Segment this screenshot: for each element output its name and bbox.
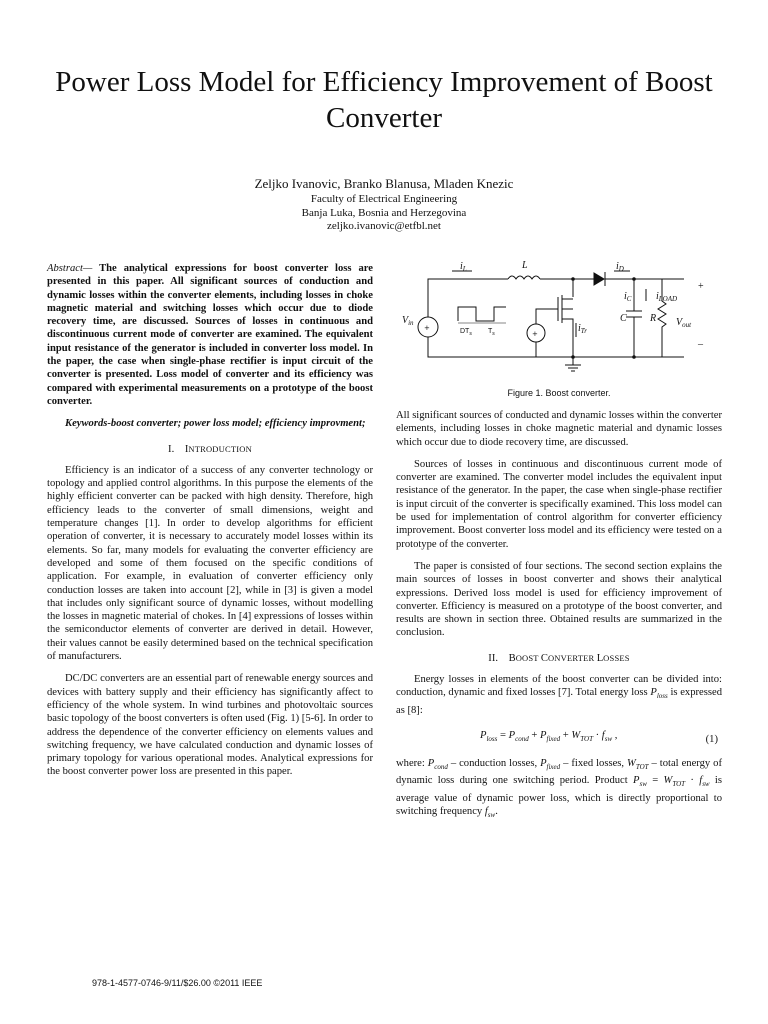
- keywords: Keywords-boost converter; power loss model; efficiency improvment;: [65, 418, 366, 430]
- section-heading-boost-converter-losses: II. BOOST CONVERTER LOSSES: [488, 652, 630, 664]
- svg-text:+: +: [424, 324, 430, 332]
- svg-text:+: +: [532, 330, 538, 338]
- affiliation: [140, 193, 628, 234]
- equation-expression: $P_{loss} = P_{cond} + P_{fixed} + W_{TOT} \cdot f_{sw}$ ,: [480, 730, 618, 744]
- label-resistor: R: [650, 313, 657, 324]
- label-id: $i_D$: [616, 261, 624, 273]
- label-il: $i_L$: [460, 261, 467, 273]
- affiliation-dept: Faculty of Electrical Engineering: [310, 193, 458, 205]
- right-paragraph-1: All significant sources of conducted and dynamic losses within the converter elements, including losses in choke magnetic material and dynamic losses which occur due to diode recovery time, are discussed.: [396, 410, 722, 448]
- label-itr: $i_{Tr}$: [578, 323, 588, 335]
- label-dts: $DT_s$: [460, 328, 472, 337]
- equation-number: (1): [705, 734, 718, 746]
- paper-title: Power Loss Model for Efficiency Improvement of Boost Converter: [55, 66, 713, 134]
- boost-converter-schematic: [398, 257, 720, 377]
- affiliation-place: Banja Luka, Bosnia and Herzegovina: [301, 206, 467, 219]
- label-iload: $i_{LOAD}$: [656, 291, 678, 303]
- left-column: [47, 262, 373, 779]
- label-ic: $i_C$: [624, 291, 632, 303]
- footer-copyright: 978-1-4577-0746-9/11/$26.00 ©2011 IEEE: [92, 978, 263, 988]
- equation-1: [396, 723, 722, 757]
- authors: Zeljko Ivanovic, Branko Blanusa, Mladen Knezic: [254, 176, 514, 191]
- abstract-label: Abstract—: [47, 263, 93, 274]
- intro-paragraph-1: Efficiency is an indicator of a success of any converter technology or topology and applied control algorithms. In this purpose the elements of the highly efficient converter can be packed with high density. Therefore, high efficiency leads to the converter of small dimensions, weight and temperature changes [1]. In order to develop algorithms for efficient operation of converter, it is necessary to accurately model losses within its elements. So far, many models for evaluating the converter efficiency are developed and some of them focused on the specific conditions of application. For example, in evaluation of converter efficiency only conduction losses are taken into account [2], while in [3] is given a model that includes only significant source of dynamic losses, without modelling the losses in magnetic material of chokes. In [4] expressions of losses within the semiconductor elements of converter are derived in detail. However, their values cannot be easily determined based on the technical specification of manufacturers.: [47, 464, 373, 663]
- section2-where: where: $P_{cond}$ – conduction losses, $P_{fixed}$ – fixed losses, $W_{TOT}$ – total energy of dynamic loss during one switching period. Product $P_{sw} = W_{TOT} \cdot f_{sw}$ is average value of dynamic power loss, which is directly proportional to switching frequency $f_{sw}$.: [396, 758, 722, 820]
- right-paragraph-2: Sources of losses in continuous and discontinuous current mode of converter are examined. The converter model includes the equivalent input resistance of the generator. In the paper, the case when single-phase rectifier is input circuit of the converter is specifically examined. This loss model can be used for implementation of control algorithm for converter efficiency improvement. Boost converter loss model and its efficiency were tested on a prototype of the converter.: [396, 458, 722, 550]
- label-capacitor: C: [620, 313, 627, 324]
- right-column: [396, 409, 722, 823]
- section2-paragraph-1: Energy losses in elements of the boost converter can be divided into: conduction, dynamic and fixed losses [7]. Total energy loss $P_{loss}$ is expressed as [8]:: [396, 674, 722, 716]
- abstract-text: The analytical expressions for boost converter loss are presented in this paper. All significant sources of conduction and dynamic losses within the converter elements, including losses in choke magnetic material and switching losses which occur due to diode recovery time, are discussed. Sources of losses in continuous and discontinuous current mode of converter are examined. The equivalent input resistance of the generator is included in converter loss model. In the paper, the case when single-phase rectifier is input circuit of the converter is presented. Loss model of converter and its efficiency was compared with experimental measurements on a prototype of the boost converter.: [47, 263, 373, 407]
- right-paragraph-3: The paper is consisted of four sections. The second section explains the main sources of losses in boost converter and shows their analytical expressions. Derived loss model is used for efficiency improvement of converter. Efficiency is measured on a prototype of the boost converter, and results are shown in section three. Obtained results are summarized in the conclusion.: [396, 560, 722, 639]
- label-plus: +: [698, 281, 704, 292]
- label-vout: $V_{out}$: [676, 317, 692, 329]
- figure-caption: Figure 1. Boost converter.: [507, 388, 611, 398]
- label-minus: _: [698, 335, 703, 346]
- abstract: [47, 262, 373, 408]
- intro-paragraph-2: DC/DC converters are an essential part of renewable energy sources and devices with battery supply and their efficiency has significantly affect to efficiency of the whole system. In wind turbines and photovoltaic sources basic topology of the boost converters is often used (Fig. 1) [5-6]. In order to address the dependence of the converter efficiency on elements values and switching frequency, we have calculated conduction and dynamic losses of primary topology for various operational modes. Analytical expressions for the boost converter power loss are presented in this paper.: [47, 673, 373, 778]
- label-vin: $V_{in}$: [402, 315, 414, 327]
- affiliation-email: zeljko.ivanovic@etfbl.net: [327, 220, 441, 233]
- label-inductor: L: [522, 260, 528, 271]
- label-ts: $T_s$: [488, 328, 495, 337]
- section-heading-introduction: I. INTRODUCTION: [168, 443, 252, 455]
